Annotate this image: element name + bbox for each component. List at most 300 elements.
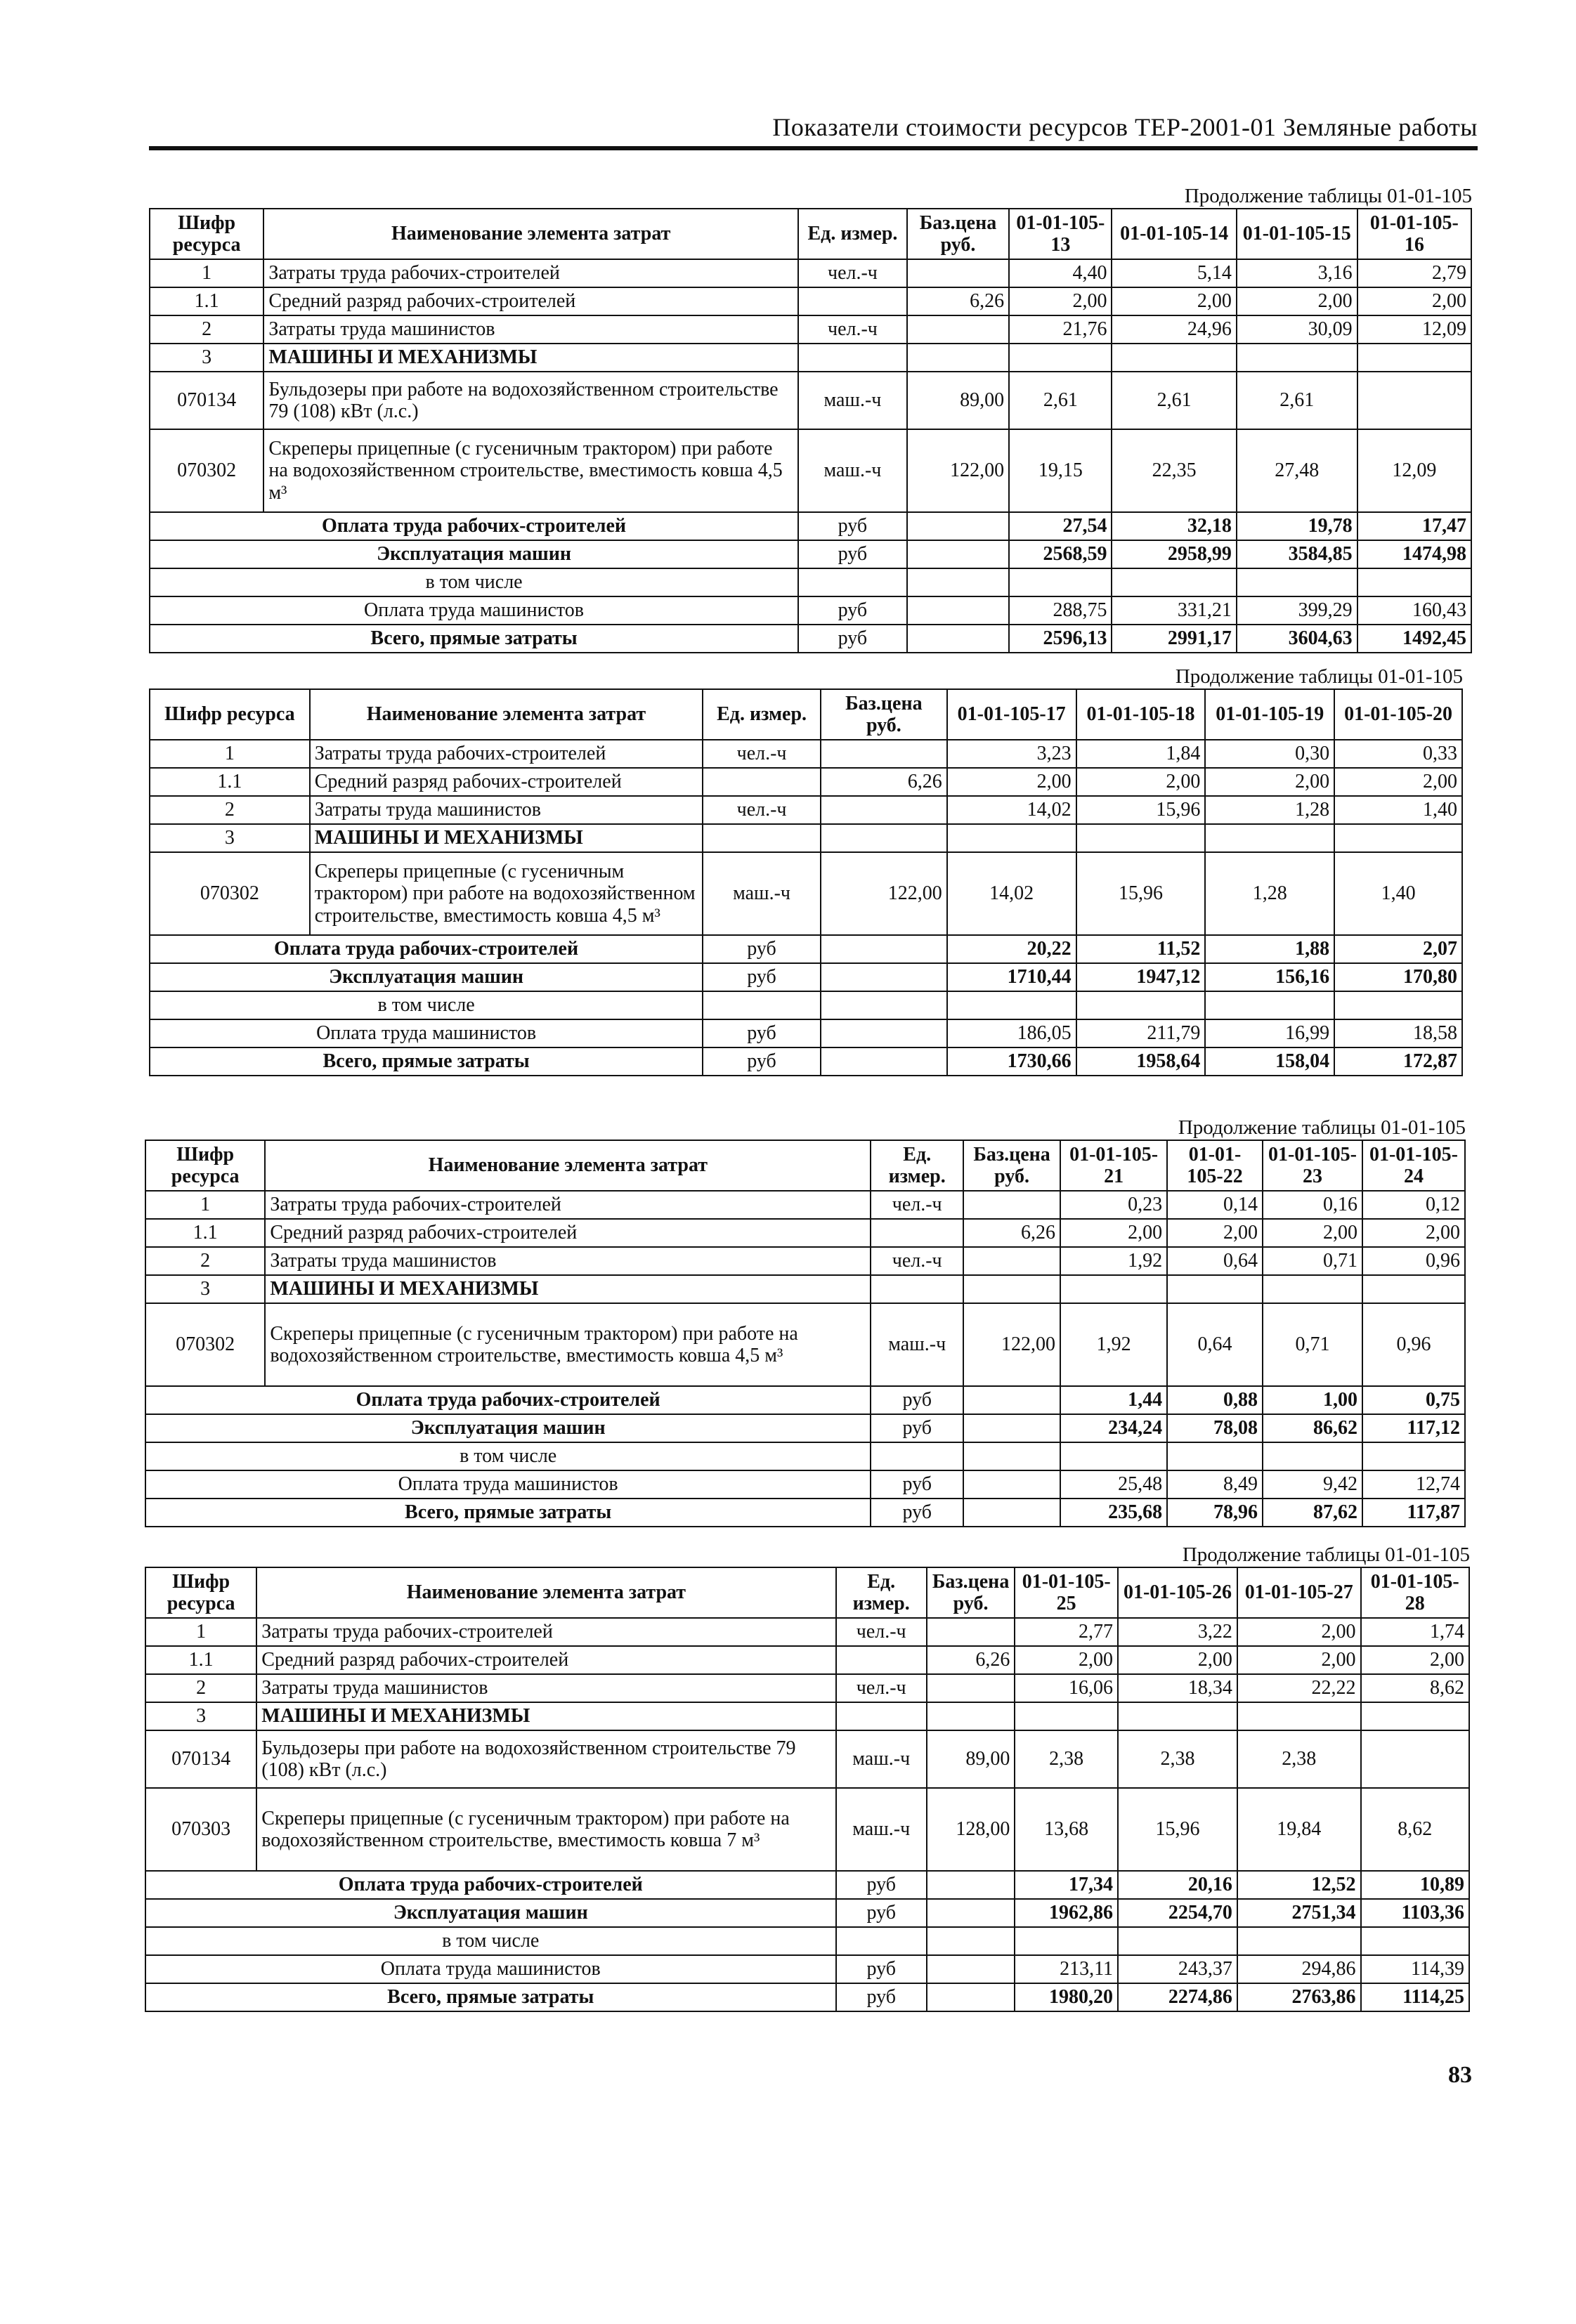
table-cell — [1263, 1275, 1362, 1303]
summary-cell: 211,79 — [1076, 1019, 1206, 1047]
summary-cell: 9,42 — [1263, 1470, 1362, 1499]
summary-cell: 19,78 — [1237, 512, 1357, 540]
table-cell: 0,33 — [1334, 740, 1462, 768]
table-cell: 12,09 — [1357, 429, 1471, 512]
item-name-cell: Затраты труда машинистов — [256, 1674, 835, 1702]
table-cell: 22,22 — [1237, 1674, 1361, 1702]
table-cell: 14,02 — [947, 852, 1076, 935]
table-cell: 5,14 — [1112, 259, 1236, 287]
summary-cell: 1492,45 — [1357, 625, 1471, 653]
table-cell: 13,68 — [1015, 1788, 1118, 1871]
resource-code-cell: 070302 — [150, 429, 263, 512]
summary-row — [145, 1386, 1465, 1414]
table-cell — [1118, 1702, 1237, 1730]
table-cell: маш.-ч — [836, 1730, 927, 1788]
summary-cell: 117,12 — [1362, 1414, 1465, 1442]
table-cell — [1357, 344, 1471, 372]
summary-cell: 1,44 — [1060, 1386, 1167, 1414]
summary-cell — [821, 935, 947, 963]
summary-row — [150, 935, 1462, 963]
summary-cell — [963, 1499, 1060, 1527]
summary-cell: 1,00 — [1263, 1386, 1362, 1414]
summary-cell — [871, 1442, 963, 1470]
table-row — [145, 1219, 1465, 1247]
summary-cell: руб — [798, 512, 907, 540]
summary-cell — [1112, 568, 1236, 596]
summary-cell: 288,75 — [1009, 596, 1112, 625]
table-cell: 15,96 — [1118, 1788, 1237, 1871]
table-row — [145, 1702, 1469, 1730]
table-cell: 22,35 — [1112, 429, 1236, 512]
table-row — [150, 740, 1462, 768]
table-cell: 2,38 — [1015, 1730, 1118, 1788]
summary-cell — [927, 1871, 1015, 1899]
table-cell: 2,00 — [1015, 1646, 1118, 1674]
summary-cell: руб — [871, 1414, 963, 1442]
column-header: Шифр ресурса — [145, 1140, 265, 1191]
table-row — [145, 1618, 1469, 1646]
summary-cell: 20,22 — [947, 935, 1076, 963]
table-cell: 6,26 — [821, 768, 947, 796]
column-header: 01-01-105-23 — [1263, 1140, 1362, 1191]
table-cell — [1237, 344, 1357, 372]
summary-cell: 27,54 — [1009, 512, 1112, 540]
item-name-cell: Затраты труда машинистов — [263, 315, 798, 344]
summary-label: в том числе — [145, 1442, 871, 1470]
table-cell: 2,00 — [1237, 1646, 1361, 1674]
table-block-2 — [149, 665, 1463, 1076]
summary-cell: 2751,34 — [1237, 1899, 1361, 1927]
summary-cell — [1205, 991, 1334, 1019]
resource-code-cell: 1 — [150, 259, 263, 287]
table-cell: 1,92 — [1060, 1247, 1167, 1275]
summary-cell — [1167, 1442, 1263, 1470]
item-name-cell: МАШИНЫ И МЕХАНИЗМЫ — [265, 1275, 871, 1303]
summary-cell — [1076, 991, 1206, 1019]
item-name-cell: МАШИНЫ И МЕХАНИЗМЫ — [256, 1702, 835, 1730]
summary-cell: 172,87 — [1334, 1047, 1462, 1076]
summary-cell: 2991,17 — [1112, 625, 1236, 653]
table-cell: 89,00 — [907, 372, 1009, 429]
table-row — [150, 259, 1471, 287]
table-cell: 0,96 — [1362, 1247, 1465, 1275]
summary-cell: 32,18 — [1112, 512, 1236, 540]
table-cell: 27,48 — [1237, 429, 1357, 512]
table-cell: 2,00 — [1076, 768, 1206, 796]
summary-cell: 1958,64 — [1076, 1047, 1206, 1076]
table-header-row — [145, 1567, 1469, 1618]
item-name-cell: Средний разряд рабочих-строителей — [310, 768, 703, 796]
summary-cell — [927, 1983, 1015, 2011]
column-header: 01-01-105-27 — [1237, 1567, 1361, 1618]
resource-code-cell: 1.1 — [145, 1646, 256, 1674]
table-cell — [947, 824, 1076, 852]
table-cell: маш.-ч — [798, 429, 907, 512]
resource-code-cell: 3 — [150, 824, 310, 852]
summary-cell — [821, 963, 947, 991]
table-row — [150, 372, 1471, 429]
table-cell — [907, 315, 1009, 344]
table-cell: 1,28 — [1205, 852, 1334, 935]
column-header: 01-01-105-14 — [1112, 209, 1236, 259]
summary-cell: 20,16 — [1118, 1871, 1237, 1899]
summary-label: Эксплуатация машин — [150, 540, 798, 568]
table-cell — [871, 1219, 963, 1247]
summary-row — [145, 1871, 1469, 1899]
summary-cell: руб — [836, 1955, 927, 1983]
table-cell — [703, 768, 821, 796]
table-row — [145, 1303, 1465, 1386]
column-header: 01-01-105-26 — [1118, 1567, 1237, 1618]
table-cell: 30,09 — [1237, 315, 1357, 344]
summary-cell — [1361, 1927, 1469, 1955]
summary-row — [150, 540, 1471, 568]
summary-cell: руб — [836, 1899, 927, 1927]
table-cell — [927, 1618, 1015, 1646]
summary-cell: 399,29 — [1237, 596, 1357, 625]
summary-cell: 0,75 — [1362, 1386, 1465, 1414]
table-row — [145, 1247, 1465, 1275]
summary-row — [150, 963, 1462, 991]
table-cell — [1237, 1702, 1361, 1730]
table-cell: 2,00 — [1205, 768, 1334, 796]
summary-cell — [1015, 1927, 1118, 1955]
table-cell — [963, 1275, 1060, 1303]
table-cell: 0,64 — [1167, 1247, 1263, 1275]
summary-cell — [963, 1442, 1060, 1470]
column-header: Наименование элемента затрат — [256, 1567, 835, 1618]
summary-row — [145, 1414, 1465, 1442]
column-header: Ед. измер. — [871, 1140, 963, 1191]
table-cell: 0,71 — [1263, 1303, 1362, 1386]
summary-cell — [1357, 568, 1471, 596]
summary-row — [150, 596, 1471, 625]
table-cell — [1167, 1275, 1263, 1303]
column-header: Ед. измер. — [798, 209, 907, 259]
table-cell: 14,02 — [947, 796, 1076, 824]
table-block-1 — [149, 184, 1472, 653]
table-cell: 1,92 — [1060, 1303, 1167, 1386]
table-cell — [798, 287, 907, 315]
column-header: Баз.цена руб. — [821, 689, 947, 740]
item-name-cell: Средний разряд рабочих-строителей — [256, 1646, 835, 1674]
summary-row — [150, 1019, 1462, 1047]
table-cell: 128,00 — [927, 1788, 1015, 1871]
summary-cell: руб — [836, 1871, 927, 1899]
summary-row — [145, 1470, 1465, 1499]
summary-cell: 170,80 — [1334, 963, 1462, 991]
summary-cell: 1962,86 — [1015, 1899, 1118, 1927]
table-block-3 — [145, 1116, 1466, 1527]
summary-cell — [927, 1955, 1015, 1983]
column-header: Баз.цена руб. — [927, 1567, 1015, 1618]
summary-cell: 114,39 — [1361, 1955, 1469, 1983]
summary-label: Всего, прямые затраты — [150, 625, 798, 653]
column-header: Наименование элемента затрат — [263, 209, 798, 259]
summary-cell: 1103,36 — [1361, 1899, 1469, 1927]
table-cell: 0,23 — [1060, 1191, 1167, 1219]
resource-table — [145, 1140, 1466, 1527]
summary-label: Всего, прямые затраты — [150, 1047, 703, 1076]
summary-row — [145, 1899, 1469, 1927]
column-header: Шифр ресурса — [145, 1567, 256, 1618]
table-cell: 2,00 — [1263, 1219, 1362, 1247]
item-name-cell: Затраты труда рабочих-строителей — [265, 1191, 871, 1219]
table-row — [145, 1275, 1465, 1303]
summary-cell: 243,37 — [1118, 1955, 1237, 1983]
summary-cell: 0,88 — [1167, 1386, 1263, 1414]
resource-code-cell: 070302 — [150, 852, 310, 935]
summary-cell: 16,99 — [1205, 1019, 1334, 1047]
resource-code-cell: 070303 — [145, 1788, 256, 1871]
summary-row — [145, 1442, 1465, 1470]
table-cell: чел.-ч — [798, 315, 907, 344]
summary-cell: руб — [798, 540, 907, 568]
summary-label: Оплата труда рабочих-строителей — [145, 1871, 836, 1899]
summary-label: Оплата труда машинистов — [145, 1955, 836, 1983]
summary-row — [145, 1927, 1469, 1955]
summary-cell: руб — [798, 596, 907, 625]
table-cell — [1362, 1275, 1465, 1303]
item-name-cell: Скреперы прицепные (с гусеничным трактором) при работе на водохозяйственном строительстве, вместимость ковша 7 м³ — [256, 1788, 835, 1871]
table-cell — [836, 1646, 927, 1674]
summary-cell: 8,49 — [1167, 1470, 1263, 1499]
column-header: 01-01-105-15 — [1237, 209, 1357, 259]
summary-cell: 78,08 — [1167, 1414, 1263, 1442]
summary-cell: 2596,13 — [1009, 625, 1112, 653]
summary-cell: 1730,66 — [947, 1047, 1076, 1076]
table-cell: 2,79 — [1357, 259, 1471, 287]
table-cell: 3,22 — [1118, 1618, 1237, 1646]
resource-code-cell: 1.1 — [150, 768, 310, 796]
table-cell: 1,40 — [1334, 796, 1462, 824]
summary-cell: 25,48 — [1060, 1470, 1167, 1499]
summary-row — [150, 991, 1462, 1019]
continuation-caption: Продолжение таблицы 01-01-105 — [1182, 1543, 1470, 1566]
table-cell: 0,16 — [1263, 1191, 1362, 1219]
summary-cell: 294,86 — [1237, 1955, 1361, 1983]
column-header: Наименование элемента затрат — [310, 689, 703, 740]
summary-cell: 87,62 — [1263, 1499, 1362, 1527]
item-name-cell: МАШИНЫ И МЕХАНИЗМЫ — [310, 824, 703, 852]
summary-cell — [1334, 991, 1462, 1019]
table-row — [145, 1674, 1469, 1702]
table-row — [150, 315, 1471, 344]
table-cell: 0,64 — [1167, 1303, 1263, 1386]
column-header: 01-01-105-19 — [1205, 689, 1334, 740]
table-cell: маш.-ч — [798, 372, 907, 429]
column-header: 01-01-105-17 — [947, 689, 1076, 740]
summary-cell: 3604,63 — [1237, 625, 1357, 653]
summary-cell — [947, 991, 1076, 1019]
table-cell: чел.-ч — [871, 1191, 963, 1219]
summary-label: Оплата труда машинистов — [150, 596, 798, 625]
table-cell — [798, 344, 907, 372]
resource-code-cell: 070134 — [150, 372, 263, 429]
column-header: 01-01-105-25 — [1015, 1567, 1118, 1618]
item-name-cell: Скреперы прицепные (с гусеничным трактором) при работе на водохозяйственном строительстве, вместимость ковша 4,5 м³ — [310, 852, 703, 935]
table-cell: 2,00 — [1357, 287, 1471, 315]
table-cell: 2,00 — [1334, 768, 1462, 796]
summary-label: Оплата труда рабочих-строителей — [150, 935, 703, 963]
column-header: Ед. измер. — [836, 1567, 927, 1618]
summary-row — [150, 625, 1471, 653]
summary-cell — [798, 568, 907, 596]
table-cell: 89,00 — [927, 1730, 1015, 1788]
column-header: Наименование элемента затрат — [265, 1140, 871, 1191]
table-cell: 15,96 — [1076, 852, 1206, 935]
summary-cell: 11,52 — [1076, 935, 1206, 963]
summary-cell — [907, 512, 1009, 540]
table-cell: 8,62 — [1361, 1788, 1469, 1871]
summary-cell — [963, 1414, 1060, 1442]
summary-cell: 2254,70 — [1118, 1899, 1237, 1927]
item-name-cell: МАШИНЫ И МЕХАНИЗМЫ — [263, 344, 798, 372]
column-header: 01-01-105-18 — [1076, 689, 1206, 740]
table-cell: 2,77 — [1015, 1618, 1118, 1646]
summary-cell: 160,43 — [1357, 596, 1471, 625]
summary-label: Эксплуатация машин — [145, 1414, 871, 1442]
resource-code-cell: 1 — [150, 740, 310, 768]
column-header: 01-01-105-20 — [1334, 689, 1462, 740]
item-name-cell: Средний разряд рабочих-строителей — [263, 287, 798, 315]
resource-code-cell: 1 — [145, 1618, 256, 1646]
resource-table — [149, 208, 1472, 653]
summary-cell — [836, 1927, 927, 1955]
summary-cell — [821, 1019, 947, 1047]
resource-code-cell: 070302 — [145, 1303, 265, 1386]
summary-label: Оплата труда машинистов — [145, 1470, 871, 1499]
table-row — [150, 824, 1462, 852]
resource-table — [145, 1567, 1470, 2012]
table-cell: 1,28 — [1205, 796, 1334, 824]
table-row — [150, 287, 1471, 315]
item-name-cell: Средний разряд рабочих-строителей — [265, 1219, 871, 1247]
resource-code-cell: 2 — [145, 1247, 265, 1275]
resource-code-cell: 2 — [145, 1674, 256, 1702]
table-cell: 24,96 — [1112, 315, 1236, 344]
table-cell — [1334, 824, 1462, 852]
table-cell: 21,76 — [1009, 315, 1112, 344]
summary-cell: 235,68 — [1060, 1499, 1167, 1527]
summary-cell — [963, 1386, 1060, 1414]
table-cell: 3,16 — [1237, 259, 1357, 287]
summary-cell — [703, 991, 821, 1019]
summary-cell: руб — [798, 625, 907, 653]
table-row — [150, 768, 1462, 796]
summary-cell: руб — [703, 935, 821, 963]
table-cell: 2,00 — [1118, 1646, 1237, 1674]
item-name-cell: Затраты труда машинистов — [310, 796, 703, 824]
summary-cell — [1237, 568, 1357, 596]
summary-cell — [1118, 1927, 1237, 1955]
table-cell: 2,00 — [1112, 287, 1236, 315]
table-cell — [1361, 1702, 1469, 1730]
column-header: Баз.цена руб. — [963, 1140, 1060, 1191]
summary-row — [150, 512, 1471, 540]
summary-cell — [907, 568, 1009, 596]
summary-cell: 86,62 — [1263, 1414, 1362, 1442]
summary-cell: 17,47 — [1357, 512, 1471, 540]
table-cell: 1,40 — [1334, 852, 1462, 935]
summary-cell: 12,74 — [1362, 1470, 1465, 1499]
table-cell: маш.-ч — [836, 1788, 927, 1871]
summary-cell: 12,52 — [1237, 1871, 1361, 1899]
summary-cell: 156,16 — [1205, 963, 1334, 991]
table-cell: 2,00 — [1167, 1219, 1263, 1247]
table-cell: маш.-ч — [871, 1303, 963, 1386]
summary-cell: руб — [703, 1047, 821, 1076]
resource-code-cell: 1 — [145, 1191, 265, 1219]
summary-cell: 18,58 — [1334, 1019, 1462, 1047]
table-cell — [1009, 344, 1112, 372]
table-cell: 8,62 — [1361, 1674, 1469, 1702]
column-header: 01-01-105-24 — [1362, 1140, 1465, 1191]
table-cell: 2,00 — [1237, 1618, 1361, 1646]
table-cell: 3,23 — [947, 740, 1076, 768]
table-cell: 6,26 — [907, 287, 1009, 315]
table-cell — [821, 824, 947, 852]
table-cell: 6,26 — [963, 1219, 1060, 1247]
summary-cell — [821, 1047, 947, 1076]
item-name-cell: Затраты труда рабочих-строителей — [263, 259, 798, 287]
summary-cell: 10,89 — [1361, 1871, 1469, 1899]
summary-cell: 2568,59 — [1009, 540, 1112, 568]
table-cell — [871, 1275, 963, 1303]
table-cell: 1,74 — [1361, 1618, 1469, 1646]
summary-cell — [907, 625, 1009, 653]
table-cell: 19,84 — [1237, 1788, 1361, 1871]
resource-code-cell: 3 — [145, 1275, 265, 1303]
column-header: Шифр ресурса — [150, 209, 263, 259]
table-cell — [1357, 372, 1471, 429]
summary-cell: 158,04 — [1205, 1047, 1334, 1076]
resource-code-cell: 070134 — [145, 1730, 256, 1788]
summary-cell — [907, 596, 1009, 625]
resource-code-cell: 2 — [150, 315, 263, 344]
summary-cell — [1060, 1442, 1167, 1470]
summary-cell — [1237, 1927, 1361, 1955]
summary-cell: 17,34 — [1015, 1871, 1118, 1899]
table-cell: 0,96 — [1362, 1303, 1465, 1386]
summary-cell — [927, 1899, 1015, 1927]
table-cell — [907, 259, 1009, 287]
table-cell: 4,40 — [1009, 259, 1112, 287]
table-cell: 6,26 — [927, 1646, 1015, 1674]
table-cell: чел.-ч — [703, 740, 821, 768]
resource-code-cell: 3 — [145, 1702, 256, 1730]
summary-cell: руб — [871, 1470, 963, 1499]
summary-label: Эксплуатация машин — [150, 963, 703, 991]
table-cell — [963, 1247, 1060, 1275]
table-cell: 2,00 — [1009, 287, 1112, 315]
table-cell: 122,00 — [963, 1303, 1060, 1386]
resource-code-cell: 1.1 — [150, 287, 263, 315]
summary-label: Оплата труда рабочих-строителей — [150, 512, 798, 540]
item-name-cell: Затраты труда рабочих-строителей — [256, 1618, 835, 1646]
table-cell: 19,15 — [1009, 429, 1112, 512]
table-cell: 15,96 — [1076, 796, 1206, 824]
table-cell: 2,00 — [947, 768, 1076, 796]
resource-table — [149, 688, 1463, 1076]
continuation-caption: Продолжение таблицы 01-01-105 — [1175, 665, 1463, 688]
summary-cell: 1947,12 — [1076, 963, 1206, 991]
summary-label: Всего, прямые затраты — [145, 1983, 836, 2011]
table-block-4 — [145, 1543, 1470, 2012]
summary-label: в том числе — [145, 1927, 836, 1955]
summary-cell: руб — [836, 1983, 927, 2011]
summary-cell: 1114,25 — [1361, 1983, 1469, 2011]
